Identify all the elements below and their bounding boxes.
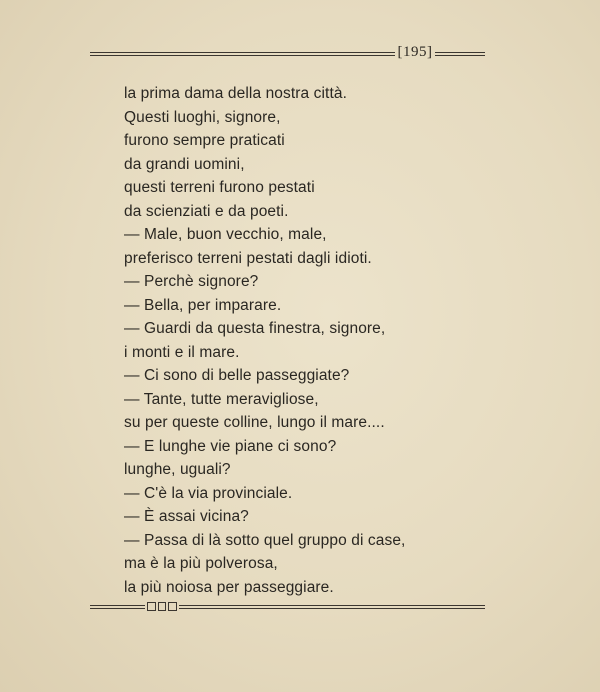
text-line: — Passa di là sotto quel gruppo di case,	[124, 531, 406, 549]
text-line: questi terreni furono pestati	[124, 179, 315, 196]
text-line: su per queste colline, lungo il mare....	[124, 414, 385, 431]
footer-ornament-icon	[147, 600, 177, 612]
text-line: lunghe, uguali?	[124, 461, 231, 478]
text-line: i monti e il mare.	[124, 343, 240, 361]
text-line: ma è la più polverosa,	[124, 555, 278, 572]
header-rule-right	[435, 52, 485, 56]
text-line: — C'è la via provinciale.	[124, 484, 293, 502]
ornament-square-icon	[158, 602, 167, 611]
text-line: — Ci sono di belle passeggiate?	[124, 367, 350, 384]
text-line: Questi luoghi, signore,	[124, 108, 281, 126]
text-line: preferisco terreni pestati dagli idioti.	[124, 249, 372, 267]
text-line: — Perchè signore?	[124, 273, 259, 290]
page-footer	[90, 600, 485, 614]
ornament-square-icon	[168, 602, 177, 611]
text-line: la più noiosa per passeggiare.	[124, 578, 334, 596]
footer-rule-right	[179, 605, 485, 609]
poem-text	[124, 82, 464, 599]
footer-rule-left	[90, 605, 145, 609]
text-line: la prima dama della nostra città.	[124, 85, 347, 102]
ornament-square-icon	[147, 602, 156, 611]
text-line: da grandi uomini,	[124, 155, 245, 173]
text-line: — Tante, tutte meravigliose,	[124, 390, 319, 408]
text-line: — Guardi da questa finestra, signore,	[124, 320, 386, 337]
text-line: — Bella, per imparare.	[124, 296, 282, 314]
text-line: furono sempre praticati	[124, 132, 285, 149]
text-line: da scienziati e da poeti.	[124, 202, 289, 220]
page-header	[90, 44, 485, 62]
text-line: — È assai vicina?	[124, 508, 249, 525]
page-number: [195]	[397, 44, 433, 60]
header-rule-left	[90, 52, 395, 56]
text-line: — E lunghe vie piane ci sono?	[124, 437, 337, 455]
text-line: — Male, buon vecchio, male,	[124, 226, 327, 243]
